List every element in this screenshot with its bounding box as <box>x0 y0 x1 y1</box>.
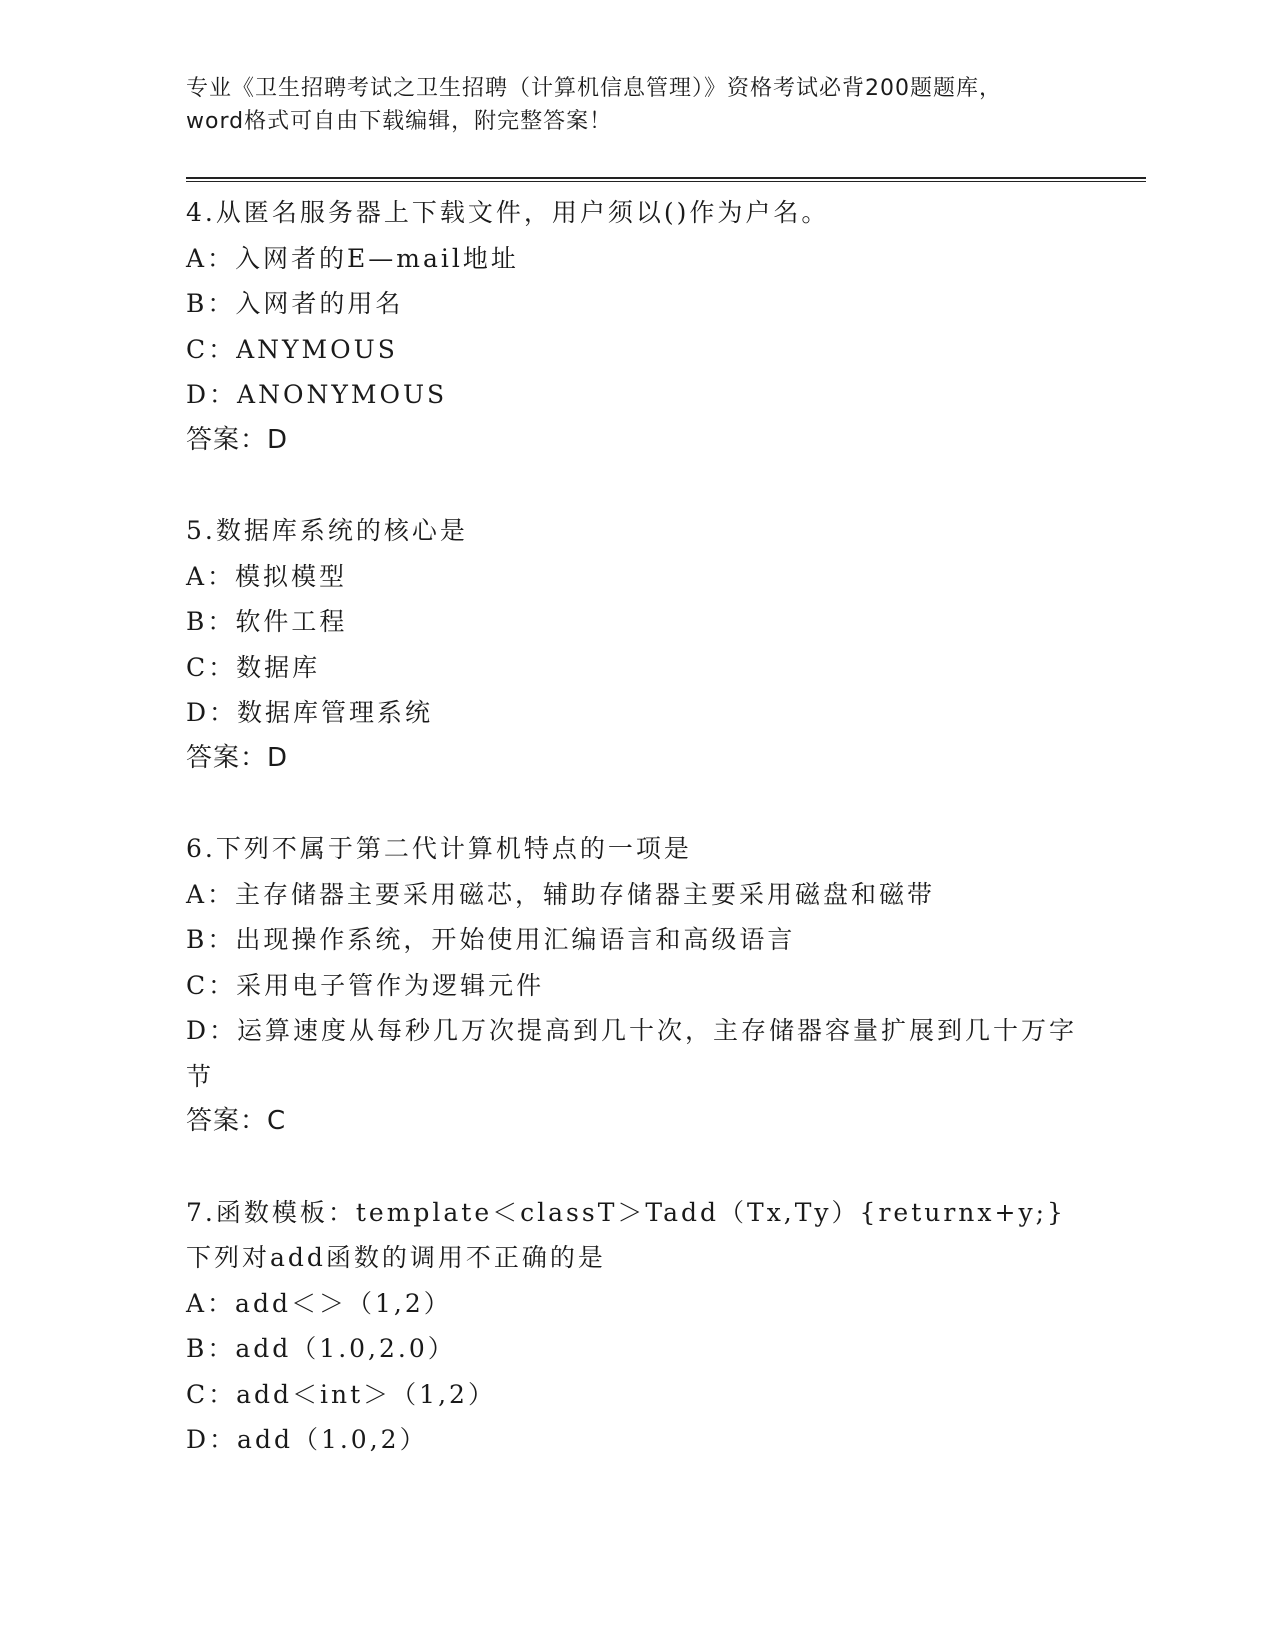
question-4 <box>186 190 1086 463</box>
question-stem: 5.数据库系统的核心是 <box>186 516 468 545</box>
option-c: C：采用电子管作为逻辑元件 <box>186 970 545 1000</box>
option-c: C：add＜int＞（1,2） <box>186 1379 496 1409</box>
question-5 <box>186 508 1086 781</box>
question-stem: 4.从匿名服务器上下载文件，用户须以()作为户名。 <box>186 198 830 227</box>
header-line-2: word格式可自由下载编辑，附完整答案！ <box>186 109 613 134</box>
option-b: B：出现操作系统，开始使用汇编语言和高级语言 <box>186 925 796 954</box>
option-a: A：add＜＞（1,2） <box>186 1288 452 1318</box>
document-header <box>186 72 1086 138</box>
option-d: D：运算速度从每秒几万次提高到几十次，主存储器容量扩展到几十万字节 <box>186 1016 1078 1091</box>
option-a: A：主存储器主要采用磁芯，辅助存储器主要采用磁盘和磁带 <box>186 879 936 909</box>
question-list <box>186 190 1086 1508</box>
question-6 <box>186 826 1086 1145</box>
option-b: B：add（1.0,2.0） <box>186 1334 456 1363</box>
option-a: A：模拟模型 <box>186 561 348 591</box>
option-c: C：数据库 <box>186 652 321 682</box>
answer-label: 答案：C <box>186 1106 287 1136</box>
option-a: A：入网者的E—mail地址 <box>186 243 519 273</box>
question-stem: 7.函数模板：template＜classT＞Tadd（Tx,Ty）{returnx+y;}下列对add函数的调用不正确的是 <box>186 1197 1066 1272</box>
answer-label: 答案：D <box>186 424 289 455</box>
option-d: D：ANONYMOUS <box>186 380 448 409</box>
option-b: B：入网者的用名 <box>186 289 404 318</box>
option-c: C：ANYMOUS <box>186 334 398 364</box>
header-line-1: 专业《卫生招聘考试之卫生招聘（计算机信息管理）》资格考试必背200题题库， <box>186 76 1002 101</box>
option-b: B：软件工程 <box>186 607 348 636</box>
option-d: D：add（1.0,2） <box>186 1425 428 1454</box>
header-divider <box>186 177 1146 182</box>
question-7 <box>186 1190 1086 1463</box>
question-stem: 6.下列不属于第二代计算机特点的一项是 <box>186 834 692 863</box>
option-d: D：数据库管理系统 <box>186 698 434 727</box>
answer-label: 答案：D <box>186 742 289 773</box>
